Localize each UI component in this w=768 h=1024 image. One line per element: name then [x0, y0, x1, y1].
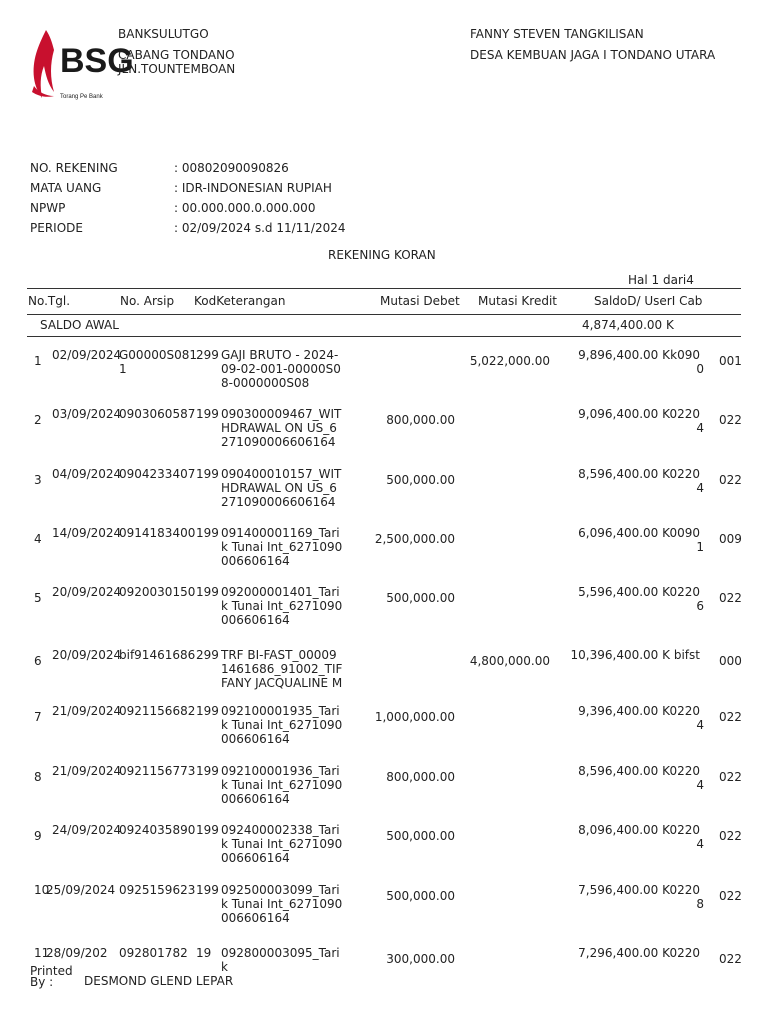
row-saldo: 9,896,400.00 K: [578, 348, 670, 362]
row-saldo: 8,596,400.00 K: [578, 764, 670, 778]
row-date: 20/09/2024: [52, 585, 122, 599]
row-date: 14/09/2024: [52, 526, 122, 540]
row-arsip: 0904233407: [119, 467, 196, 481]
col-no-arsip: No. Arsip: [120, 294, 175, 308]
row-cabang: 001: [719, 354, 742, 368]
row-cabang: 022: [719, 710, 742, 724]
svg-text:BSG: BSG: [60, 42, 134, 80]
row-cabang: 022: [719, 829, 742, 843]
row-user: 0090: [669, 526, 700, 540]
bank-name: BANKSULUTGO: [118, 27, 209, 41]
row-saldo: 7,296,400.00 K: [578, 946, 670, 960]
statement-title: REKENING KORAN: [328, 248, 436, 262]
row-number: 8: [34, 770, 42, 784]
row-mutasi-debet: 800,000.00: [386, 413, 455, 427]
row-date: 24/09/2024: [52, 823, 122, 837]
row-cabang: 022: [719, 952, 742, 966]
col-saldo-user-cab: SaldoD/ UserI Cab: [594, 294, 703, 308]
col-kod-keterangan: KodKeterangan: [194, 294, 286, 308]
row-number: 2: [34, 413, 42, 427]
row-keterangan: 092500003099_Tarik Tunai Int_6271090006606164: [221, 883, 343, 925]
row-kode: 19: [196, 946, 212, 960]
row-number: 10: [34, 883, 50, 897]
saldo-awal-value: 4,874,400.00 K: [582, 318, 674, 332]
row-mutasi-debet: 500,000.00: [386, 889, 455, 903]
row-kode: 199: [196, 764, 219, 778]
row-user: 0220: [669, 407, 700, 421]
row-user: 0220: [669, 823, 700, 837]
table-top-rule: [27, 288, 741, 289]
row-date: 25/09/2024: [46, 883, 116, 897]
period-label: PERIODE: [30, 221, 83, 235]
row-number: 1: [34, 354, 42, 368]
row-number: 9: [34, 829, 42, 843]
row-keterangan: 091400001169_Tarik Tunai Int_6271090006606164: [221, 526, 343, 568]
row-mutasi-debet: 800,000.00: [386, 770, 455, 784]
row-mutasi-debet: 1,000,000.00: [374, 710, 455, 724]
row-user-cont: 0: [696, 362, 704, 376]
row-arsip: 0920030150: [119, 585, 196, 599]
row-mutasi-debet: 2,500,000.00: [374, 532, 455, 546]
row-keterangan: 092400002338_Tarik Tunai Int_6271090006606164: [221, 823, 343, 865]
bank-branch: CABANG TONDANO: [118, 48, 235, 62]
row-user-cont: 4: [696, 837, 704, 851]
row-mutasi-kredit: 4,800,000.00: [469, 654, 550, 668]
row-arsip: bif91461686: [119, 648, 196, 662]
printed-by-name: DESMOND GLEND LEPAR: [84, 974, 234, 988]
row-arsip-cont: 1: [119, 362, 127, 376]
row-mutasi-debet: 500,000.00: [386, 829, 455, 843]
row-kode: 199: [196, 585, 219, 599]
row-user-cont: 4: [696, 778, 704, 792]
row-number: 3: [34, 473, 42, 487]
row-arsip: 0925159623: [119, 883, 196, 897]
row-user: bifst: [673, 648, 700, 662]
row-arsip: 0921156773: [119, 764, 196, 778]
row-arsip: 0914183400: [119, 526, 196, 540]
row-cabang: 022: [719, 473, 742, 487]
row-kode: 299: [196, 348, 219, 362]
account-number-label: NO. REKENING: [30, 161, 118, 175]
row-date: 28/09/202: [46, 946, 108, 960]
row-user: 0220: [669, 585, 700, 599]
row-number: 11: [34, 946, 50, 960]
row-date: 03/09/2024: [52, 407, 122, 421]
row-arsip: 0924035890: [119, 823, 196, 837]
row-keterangan: TRF BI-FAST_000091461686_91002_TIFFANY JACQUALINE M: [221, 648, 343, 690]
table-header-rule: [27, 314, 741, 315]
row-saldo: 7,596,400.00 K: [578, 883, 670, 897]
row-keterangan: 092000001401_Tarik Tunai Int_6271090006606164: [221, 585, 343, 627]
row-date: 04/09/2024: [52, 467, 122, 481]
customer-address: DESA KEMBUAN JAGA I TONDANO UTARA: [470, 48, 716, 62]
col-no-tgl: No.Tgl.: [28, 294, 71, 308]
row-kode: 199: [196, 407, 219, 421]
bank-address: JLN.TOUNTEMBOAN: [118, 62, 236, 76]
row-saldo: 6,096,400.00 K: [578, 526, 670, 540]
row-date: 21/09/2024: [52, 704, 122, 718]
row-user: 0220: [669, 704, 700, 718]
row-number: 4: [34, 532, 42, 546]
period-value: : 02/09/2024 s.d 11/11/2024: [174, 221, 346, 235]
row-saldo: 8,596,400.00 K: [578, 467, 670, 481]
row-user-cont: 8: [696, 897, 704, 911]
account-number-value: : 00802090090826: [174, 161, 289, 175]
row-mutasi-kredit: 5,022,000.00: [469, 354, 550, 368]
row-keterangan: GAJI BRUTO - 2024-09-02-001-00000S08-0000000S08: [221, 348, 341, 390]
row-number: 5: [34, 591, 42, 605]
row-kode: 199: [196, 526, 219, 540]
row-user: 0220: [669, 467, 700, 481]
currency-value: : IDR-INDONESIAN RUPIAH: [174, 181, 332, 195]
col-mutasi-kredit: Mutasi Kredit: [478, 294, 557, 308]
row-cabang: 000: [719, 654, 742, 668]
row-user: 0220: [669, 764, 700, 778]
page-info: Hal 1 dari4: [628, 273, 694, 287]
row-kode: 199: [196, 704, 219, 718]
row-arsip: G00000S081: [119, 348, 197, 362]
customer-name: FANNY STEVEN TANGKILISAN: [470, 27, 644, 41]
bank-logo: [28, 26, 134, 106]
row-arsip: 0903060587: [119, 407, 196, 421]
row-user: 0220: [669, 883, 700, 897]
row-date: 20/09/2024: [52, 648, 122, 662]
row-arsip: 092801782: [119, 946, 188, 960]
row-saldo: 5,596,400.00 K: [578, 585, 670, 599]
row-date: 02/09/2024: [52, 348, 122, 362]
saldo-awal-rule: [27, 336, 741, 337]
row-keterangan: 092100001935_Tarik Tunai Int_6271090006606164: [221, 704, 343, 746]
npwp-value: : 00.000.000.0.000.000: [174, 201, 316, 215]
row-kode: 299: [196, 648, 219, 662]
row-kode: 199: [196, 467, 219, 481]
svg-text:Torang Pe Bank: Torang Pe Bank: [60, 94, 103, 100]
row-arsip: 0921156682: [119, 704, 196, 718]
row-user: k090: [670, 348, 700, 362]
row-mutasi-debet: 500,000.00: [386, 591, 455, 605]
row-mutasi-debet: 500,000.00: [386, 473, 455, 487]
row-cabang: 009: [719, 532, 742, 546]
row-kode: 199: [196, 823, 219, 837]
row-cabang: 022: [719, 770, 742, 784]
row-cabang: 022: [719, 413, 742, 427]
row-saldo: 10,396,400.00 K: [570, 648, 670, 662]
row-user-cont: 4: [696, 481, 704, 495]
row-kode: 199: [196, 883, 219, 897]
row-user-cont: 6: [696, 599, 704, 613]
row-number: 6: [34, 654, 42, 668]
row-saldo: 9,396,400.00 K: [578, 704, 670, 718]
row-saldo: 8,096,400.00 K: [578, 823, 670, 837]
row-user-cont: 4: [696, 421, 704, 435]
currency-label: MATA UANG: [30, 181, 102, 195]
row-user-cont: 4: [696, 718, 704, 732]
row-cabang: 022: [719, 889, 742, 903]
row-keterangan: 092100001936_Tarik Tunai Int_6271090006606164: [221, 764, 343, 806]
saldo-awal-label: SALDO AWAL: [40, 318, 119, 332]
row-mutasi-debet: 300,000.00: [386, 952, 455, 966]
npwp-label: NPWP: [30, 201, 66, 215]
row-cabang: 022: [719, 591, 742, 605]
row-keterangan: 090300009467_WITHDRAWAL ON US_6271090006606164: [221, 407, 342, 449]
col-mutasi-debet: Mutasi Debet: [380, 294, 460, 308]
row-number: 7: [34, 710, 42, 724]
row-saldo: 9,096,400.00 K: [578, 407, 670, 421]
row-user-cont: 1: [696, 540, 704, 554]
printed-by-label: Printed By :: [30, 964, 73, 989]
row-keterangan: 090400010157_WITHDRAWAL ON US_6271090006606164: [221, 467, 342, 509]
row-keterangan: 092800003095_Tarik: [221, 946, 340, 974]
bsg-logo-icon: [28, 26, 134, 106]
row-user: 0220: [669, 946, 700, 960]
row-date: 21/09/2024: [52, 764, 122, 778]
